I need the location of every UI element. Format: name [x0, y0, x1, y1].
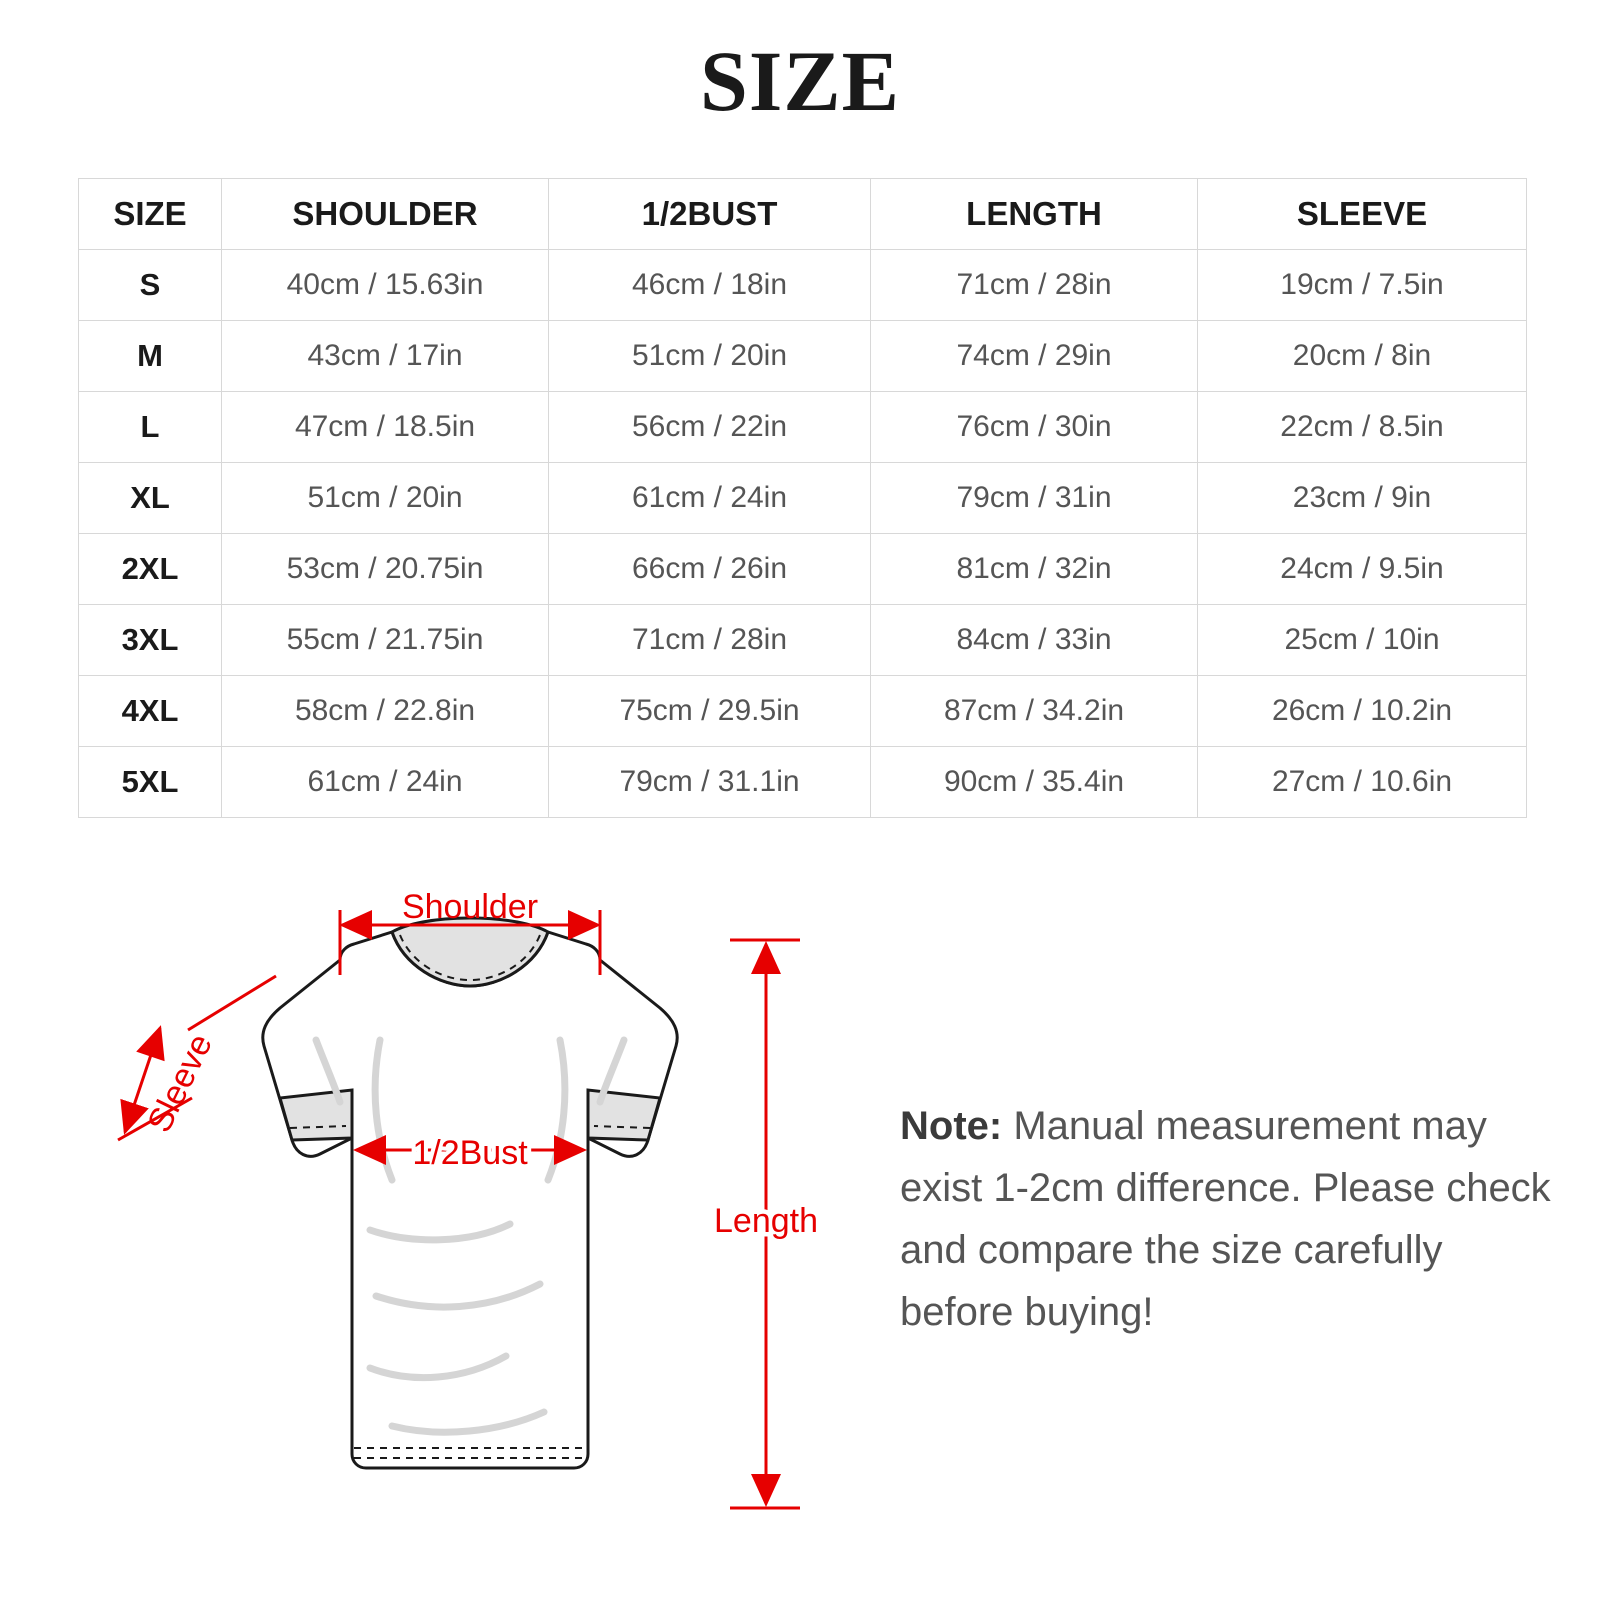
cell-size: 2XL: [79, 534, 222, 605]
cell-size: S: [79, 250, 222, 321]
cell-length: 74cm / 29in: [871, 321, 1198, 392]
cell-length: 90cm / 35.4in: [871, 747, 1198, 818]
cell-length: 76cm / 30in: [871, 392, 1198, 463]
page-title: SIZE: [699, 33, 901, 129]
cell-sleeve: 19cm / 7.5in: [1198, 250, 1527, 321]
cell-bust: 61cm / 24in: [549, 463, 871, 534]
cell-bust: 51cm / 20in: [549, 321, 871, 392]
table-row: [79, 534, 1527, 605]
table-header-row: [79, 179, 1527, 250]
cell-sleeve: 22cm / 8.5in: [1198, 392, 1527, 463]
cell-size: 3XL: [79, 605, 222, 676]
cell-length: 87cm / 34.2in: [871, 676, 1198, 747]
cell-sleeve: 20cm / 8in: [1198, 321, 1527, 392]
cell-bust: 79cm / 31.1in: [549, 747, 871, 818]
size-chart-table: [78, 178, 1527, 818]
cell-sleeve: 27cm / 10.6in: [1198, 747, 1527, 818]
column-header-bust: 1/2BUST: [549, 179, 871, 250]
measurement-diagram: [40, 840, 880, 1560]
cell-shoulder: 43cm / 17in: [222, 321, 549, 392]
cell-shoulder: 47cm / 18.5in: [222, 392, 549, 463]
cell-shoulder: 40cm / 15.63in: [222, 250, 549, 321]
table-row: [79, 747, 1527, 818]
cell-size: 5XL: [79, 747, 222, 818]
cell-length: 81cm / 32in: [871, 534, 1198, 605]
cell-bust: 66cm / 26in: [549, 534, 871, 605]
column-header-length: LENGTH: [871, 179, 1198, 250]
table-row: [79, 463, 1527, 534]
table-row: [79, 676, 1527, 747]
cell-length: 84cm / 33in: [871, 605, 1198, 676]
cell-sleeve: 24cm / 9.5in: [1198, 534, 1527, 605]
table-row: [79, 605, 1527, 676]
column-header-sleeve: SLEEVE: [1198, 179, 1527, 250]
cell-shoulder: 53cm / 20.75in: [222, 534, 549, 605]
column-header-size: SIZE: [79, 179, 222, 250]
cell-sleeve: 23cm / 9in: [1198, 463, 1527, 534]
cell-sleeve: 26cm / 10.2in: [1198, 676, 1527, 747]
tshirt-illustration: [263, 918, 677, 1468]
cell-size: M: [79, 321, 222, 392]
cell-bust: 71cm / 28in: [549, 605, 871, 676]
cell-sleeve: 25cm / 10in: [1198, 605, 1527, 676]
cell-length: 79cm / 31in: [871, 463, 1198, 534]
note-text: [900, 1095, 1560, 1343]
table-row: [79, 392, 1527, 463]
length-label: Length: [714, 1202, 818, 1240]
cell-length: 71cm / 28in: [871, 250, 1198, 321]
table-row: [79, 250, 1527, 321]
bust-label: 1/2Bust: [412, 1134, 528, 1172]
cell-size: 4XL: [79, 676, 222, 747]
cell-size: XL: [79, 463, 222, 534]
note-label: Note:: [900, 1104, 1003, 1148]
cell-shoulder: 58cm / 22.8in: [222, 676, 549, 747]
cell-shoulder: 51cm / 20in: [222, 463, 549, 534]
shoulder-label: Shoulder: [401, 888, 539, 926]
cell-bust: 56cm / 22in: [549, 392, 871, 463]
cell-bust: 75cm / 29.5in: [549, 676, 871, 747]
cell-size: L: [79, 392, 222, 463]
cell-bust: 46cm / 18in: [549, 250, 871, 321]
sleeve-label: Sleeve: [140, 1028, 220, 1139]
cell-shoulder: 61cm / 24in: [222, 747, 549, 818]
table-row: [79, 321, 1527, 392]
note-body: Manual measurement may exist 1-2cm difference. Please check and compare the size carefully before buying!: [900, 1104, 1551, 1334]
cell-shoulder: 55cm / 21.75in: [222, 605, 549, 676]
column-header-shoulder: SHOULDER: [222, 179, 549, 250]
